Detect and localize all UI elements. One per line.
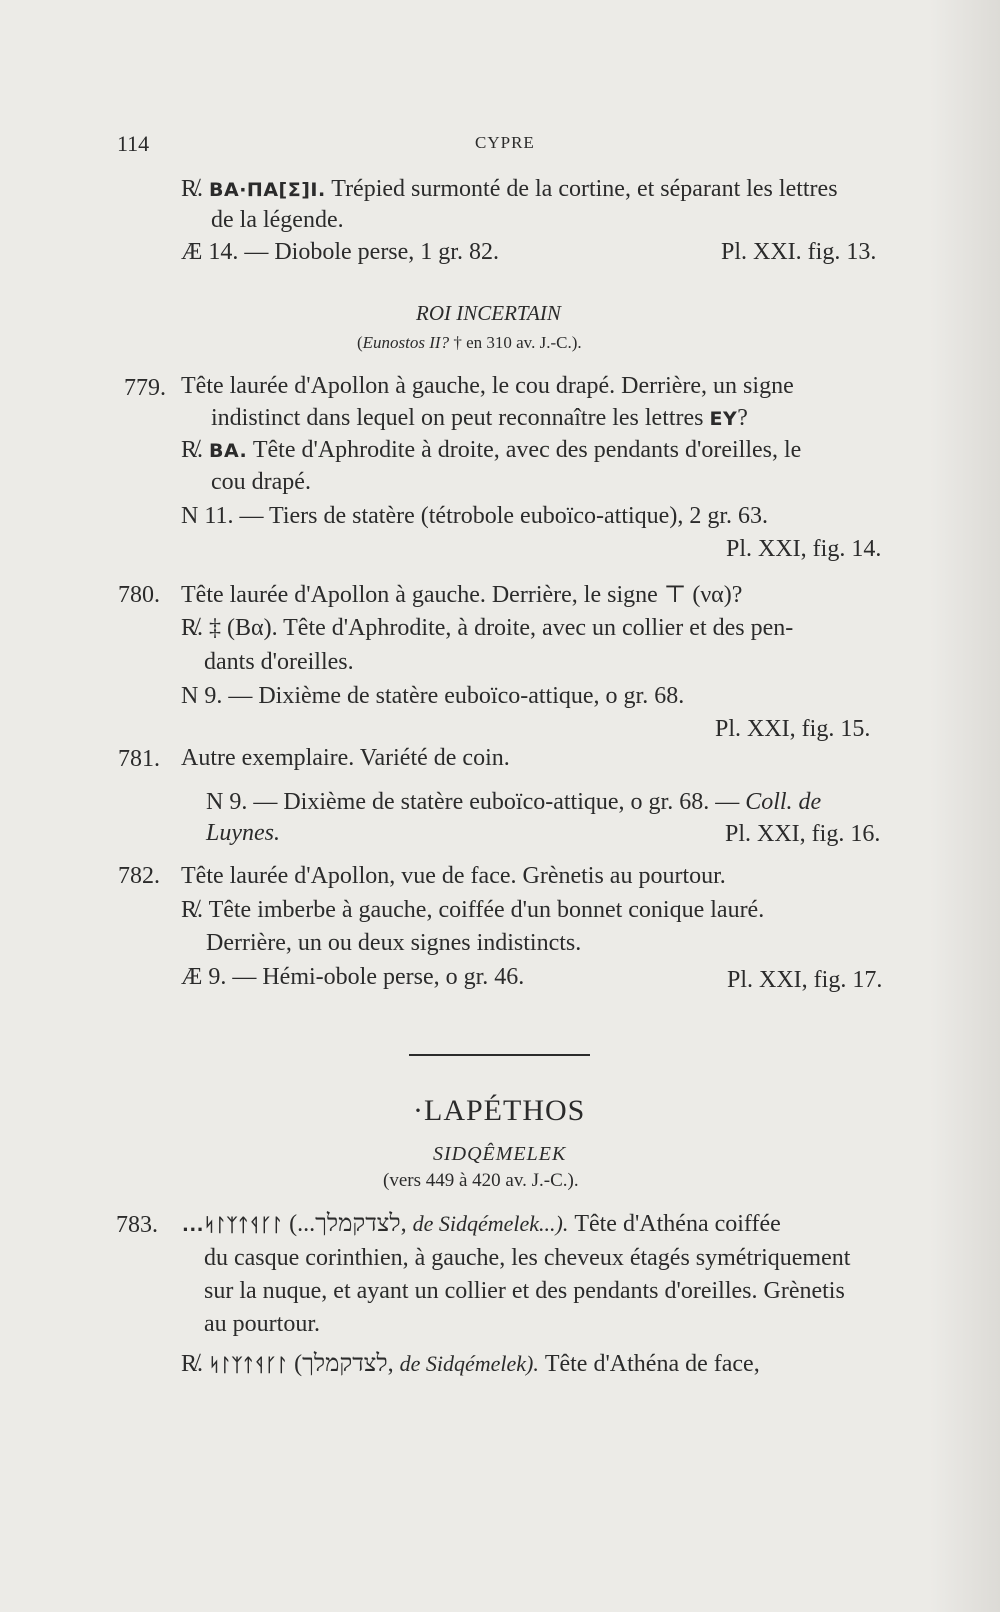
question-mark: ? [737, 405, 748, 431]
entry-783-line-2: du casque corinthien, à gauche, les cheveux étagés symétriquement [204, 1245, 851, 1271]
section-subtitle [357, 333, 582, 353]
entry-number-779: 779. [124, 375, 166, 401]
entry-783-line-3: sur la nuque, et ayant un collier et des pendants d'oreilles. Grènetis [204, 1278, 845, 1304]
legend-translation: de Sidqémelek...). [412, 1211, 569, 1236]
description-text: Tête d'Aphrodite à droite, avec des pendants d'oreilles, le [252, 437, 802, 463]
entry-779-line-3 [181, 438, 801, 462]
entry-779-line-2 [211, 406, 748, 430]
entry-780-line-2: R̸. ‡ (Βα). Tête d'Aphrodite, à droite, avec un collier et des pen- [181, 615, 794, 641]
section-title-roi-incertain: ROI INCERTAIN [416, 301, 561, 325]
line-text: N 9. — Dixième de statère euboïco-attique, o gr. 68. — [206, 789, 740, 815]
entry-782-line-2: R̸. Tête imberbe à gauche, coiffée d'un bonnet conique lauré. [181, 897, 765, 923]
hebrew-transcription: (לצדקמלך, [294, 1351, 394, 1377]
entry-781-line-1: Autre exemplaire. Variété de coin. [181, 745, 510, 771]
entry-780-line-3: dants d'oreilles. [204, 649, 354, 675]
entry-782-line-4-left: Æ 9. — Hémi-obole perse, o gr. 46. [181, 964, 525, 990]
entry-783-line-1 [182, 1212, 781, 1236]
entry-number-783: 783. [116, 1212, 158, 1238]
entry-779-line-1: Tête laurée d'Apollon à gauche, le cou drapé. Derrière, un signe [181, 373, 794, 399]
entry-779-line-5: N 11. — Tiers de statère (tétrobole euboïco-attique), 2 gr. 63. [181, 503, 768, 529]
greek-letters: EY [709, 408, 738, 430]
legend-translation: de Sidqémelek). [399, 1351, 539, 1376]
ruler-heading: SIDQÊMELEK [433, 1143, 567, 1165]
top-line-2: de la légende. [211, 207, 344, 233]
page-number: 114 [117, 131, 150, 156]
entry-781-line-3: Luynes. [206, 820, 280, 846]
paren: ( [357, 333, 363, 352]
page-gutter-shadow [930, 0, 1000, 1612]
entry-782-line-3: Derrière, un ou deux signes indistincts. [206, 930, 582, 956]
top-line-1 [181, 177, 838, 201]
reverse-symbol: R̸. [181, 437, 204, 463]
description-text: Tête d'Athéna de face, [544, 1351, 760, 1377]
line-text: indistinct dans lequel on peut reconnaître les lettres [211, 405, 704, 431]
collection-name: Coll. de [745, 789, 822, 815]
description-text: Trépied surmonté de la cortine, et séparant les lettres [331, 176, 838, 202]
entry-783-line-4: au pourtour. [204, 1311, 320, 1337]
ruler-name: Eunostos II? [362, 333, 450, 352]
entry-783-line-5 [181, 1352, 760, 1376]
reverse-symbol: R̸. [181, 1351, 204, 1377]
phoenician-legend: ᛋᛚᛉᛏᛩᚴᛚ [209, 1355, 289, 1376]
subtitle-rest: † en 310 av. J.-C.). [453, 333, 582, 352]
entry-782-line-1: Tête laurée d'Apollon, vue de face. Grènetis au pourtour. [181, 863, 726, 889]
ruler-dates: (vers 449 à 420 av. J.-C.). [383, 1170, 579, 1191]
entry-number-780: 780. [118, 582, 160, 608]
entry-779-plate: Pl. XXI, fig. 14. [726, 536, 882, 562]
description-text: Tête d'Athéna coiffée [574, 1211, 781, 1237]
entry-780-line-1: Tête laurée d'Apollon à gauche. Derrière, le signe ⊤ (να)? [181, 582, 743, 608]
running-title: CYPRE [475, 133, 535, 152]
entry-781-line-2 [206, 790, 821, 814]
top-line-3-left: Æ 14. — Diobole perse, 1 gr. 82. [181, 239, 499, 265]
top-line-3-right: Pl. XXI. fig. 13. [721, 239, 877, 265]
section-divider [409, 1054, 590, 1056]
entry-781-plate: Pl. XXI, fig. 16. [725, 821, 881, 847]
reverse-symbol: R̸. [181, 176, 204, 202]
section-title-lapethos: ·LAPÉTHOS [413, 1094, 586, 1127]
entry-782-plate: Pl. XXI, fig. 17. [727, 967, 883, 993]
entry-number-781: 781. [118, 746, 160, 772]
entry-780-plate: Pl. XXI, fig. 15. [715, 716, 871, 742]
greek-legend: BA. [209, 440, 248, 462]
entry-number-782: 782. [118, 863, 160, 889]
hebrew-transcription: (...לצדקמלך, [289, 1211, 407, 1237]
greek-legend: BA·ΠA[Σ]I. [209, 179, 326, 201]
phoenician-legend: ...ᛋᛚᛉᛏᛩᚴᛚ [182, 1215, 284, 1236]
entry-780-line-4: N 9. — Dixième de statère euboïco-attique, o gr. 68. [181, 683, 685, 709]
entry-779-line-4: cou drapé. [211, 469, 311, 495]
